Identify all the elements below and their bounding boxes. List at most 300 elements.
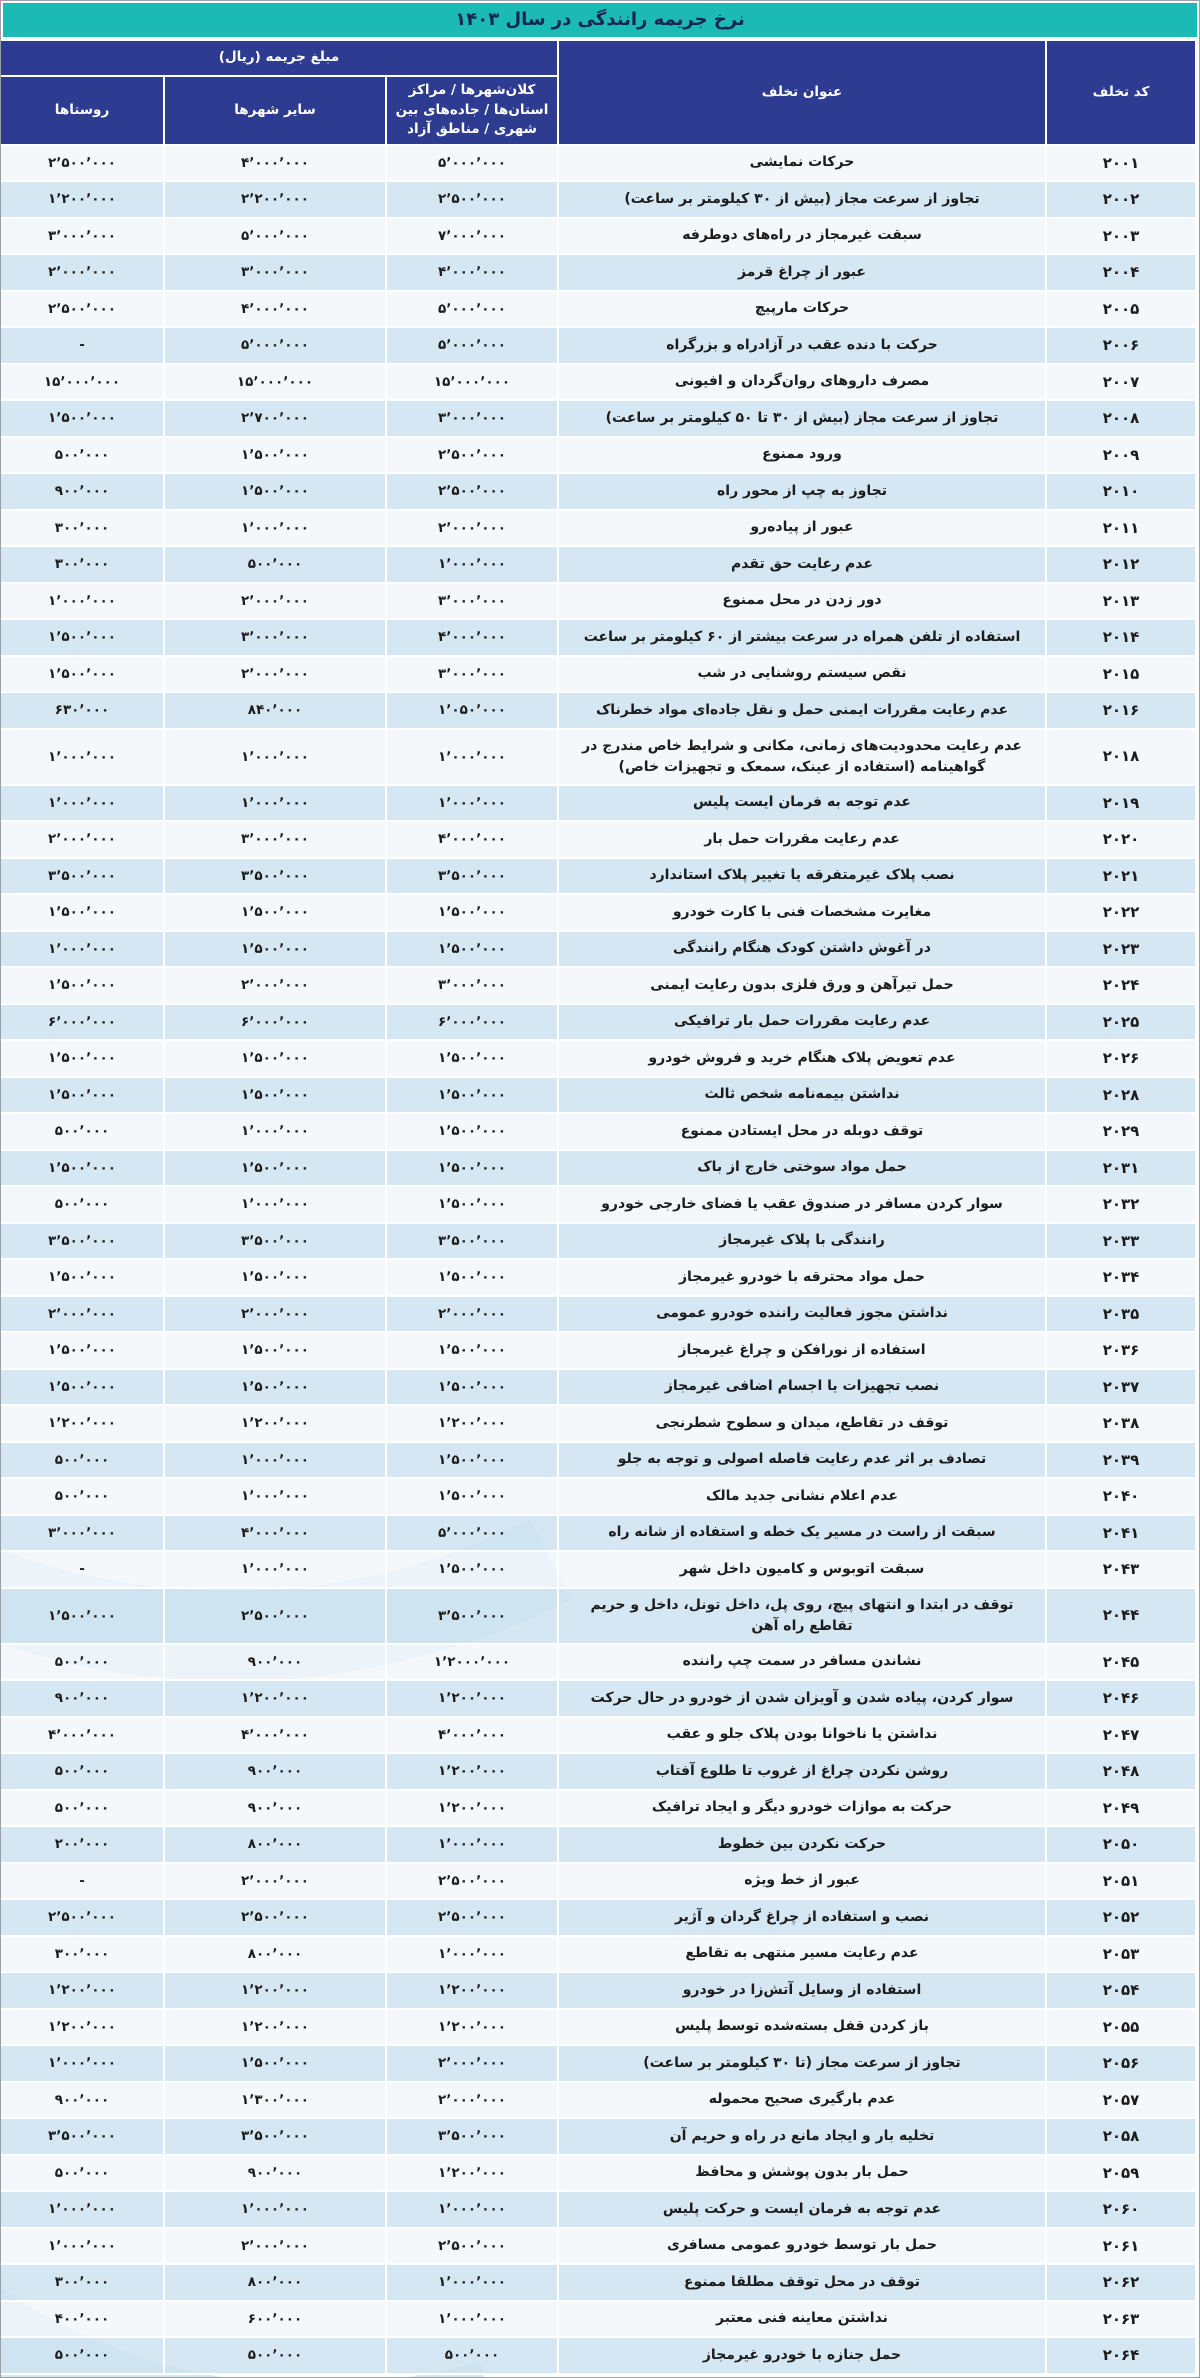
violation-code-cell: ۲۰۲۰ bbox=[1046, 821, 1196, 858]
violation-title-cell: عبور از پیاده‌رو bbox=[558, 510, 1046, 547]
violation-row bbox=[0, 1680, 1196, 1717]
fine-metro-cell: ۲٬۵۰۰٬۰۰۰ bbox=[386, 181, 558, 218]
violation-row bbox=[0, 858, 1196, 895]
violation-code-cell: ۲۰۶۳ bbox=[1046, 2301, 1196, 2338]
violation-row bbox=[0, 967, 1196, 1004]
fine-metro-cell: ۱٬۵۰۰٬۰۰۰ bbox=[386, 931, 558, 968]
violation-title-cell: حرکات مارپیچ bbox=[558, 291, 1046, 328]
violation-row bbox=[0, 1936, 1196, 1973]
violation-code-cell: ۲۰۱۵ bbox=[1046, 656, 1196, 693]
violation-row bbox=[0, 1588, 1196, 1644]
fine-villages-cell: ۱٬۰۰۰٬۰۰۰ bbox=[0, 785, 164, 822]
violation-row bbox=[0, 656, 1196, 693]
fine-villages-cell: ۲٬۰۰۰٬۰۰۰ bbox=[0, 821, 164, 858]
fine-metro-cell: ۱٬۰۰۰٬۰۰۰ bbox=[386, 1826, 558, 1863]
fine-metro-cell: ۵۰۰٬۰۰۰ bbox=[386, 2337, 558, 2374]
fine-metro-cell: ۱٬۲۰۰٬۰۰۰ bbox=[386, 1753, 558, 1790]
violation-code-cell: ۲۰۳۳ bbox=[1046, 1223, 1196, 1260]
fine-other-cities-cell: ۲٬۵۰۰٬۰۰۰ bbox=[164, 1899, 386, 1936]
fine-metro-cell: ۲٬۵۰۰٬۰۰۰ bbox=[386, 1863, 558, 1900]
violation-title-cell: استفاده از وسایل آتش‌زا در خودرو bbox=[558, 1972, 1046, 2009]
fine-other-cities-cell: ۱٬۰۰۰٬۰۰۰ bbox=[164, 1551, 386, 1588]
violation-title-cell: عبور از خط ویژه bbox=[558, 1863, 1046, 1900]
fine-other-cities-cell: ۱٬۰۰۰٬۰۰۰ bbox=[164, 1113, 386, 1150]
fine-metro-cell: ۱٬۵۰۰٬۰۰۰ bbox=[386, 1040, 558, 1077]
fine-metro-cell: ۱٬۵۰۰٬۰۰۰ bbox=[386, 1478, 558, 1515]
violation-code-cell: ۲۰۵۸ bbox=[1046, 2118, 1196, 2155]
fine-other-cities-cell: ۱۵٬۰۰۰٬۰۰۰ bbox=[164, 364, 386, 401]
violation-code-cell: ۲۰۰۷ bbox=[1046, 364, 1196, 401]
fine-villages-cell: ۲٬۵۰۰٬۰۰۰ bbox=[0, 145, 164, 182]
violation-row bbox=[0, 619, 1196, 656]
violation-title-cell: سوار کردن، پیاده شدن و آویزان شدن از خودرو در حال حرکت bbox=[558, 1680, 1046, 1717]
violation-title-cell: سوار کردن مسافر در صندوق عقب یا فضای خارجی خودرو bbox=[558, 1186, 1046, 1223]
fine-villages-cell: ۵۰۰٬۰۰۰ bbox=[0, 1790, 164, 1827]
fine-metro-cell: ۱٬۰۰۰٬۰۰۰ bbox=[386, 2264, 558, 2301]
violation-row bbox=[0, 1551, 1196, 1588]
fine-other-cities-cell: ۶٬۰۰۰٬۰۰۰ bbox=[164, 1004, 386, 1041]
violation-row bbox=[0, 1040, 1196, 1077]
fine-metro-cell: ۱٬۰۰۰٬۰۰۰ bbox=[386, 2301, 558, 2338]
violation-title-cell: عدم بارگیری صحیح محموله bbox=[558, 2082, 1046, 2119]
violation-title-cell: عدم توجه به فرمان ایست پلیس bbox=[558, 785, 1046, 822]
violation-code-cell: ۲۰۶۲ bbox=[1046, 2264, 1196, 2301]
violation-code-cell: ۲۰۲۹ bbox=[1046, 1113, 1196, 1150]
fine-metro-cell: ۱۵٬۰۰۰٬۰۰۰ bbox=[386, 364, 558, 401]
violation-row bbox=[0, 1826, 1196, 1863]
fine-other-cities-cell: ۲٬۰۰۰٬۰۰۰ bbox=[164, 583, 386, 620]
violation-code-cell: ۲۰۳۷ bbox=[1046, 1369, 1196, 1406]
fine-other-cities-cell: ۲٬۰۰۰٬۰۰۰ bbox=[164, 1863, 386, 1900]
violation-row bbox=[0, 692, 1196, 729]
fine-metro-cell: ۱٬۲۰۰٬۰۰۰ bbox=[386, 2155, 558, 2192]
page-title: نرخ جریمه رانندگی در سال ۱۴۰۳ bbox=[3, 3, 1197, 37]
violation-row bbox=[0, 1478, 1196, 1515]
violation-title-cell: در آغوش داشتن کودک هنگام رانندگی bbox=[558, 931, 1046, 968]
fine-metro-cell: ۲٬۰۰۰٬۰۰۰ bbox=[386, 1296, 558, 1333]
fine-villages-cell: ۳۰۰٬۰۰۰ bbox=[0, 2264, 164, 2301]
header-fine-amount-group: مبلغ جریمه (ریال) bbox=[0, 40, 558, 76]
violation-code-cell: ۲۰۰۳ bbox=[1046, 218, 1196, 255]
fine-other-cities-cell: ۱٬۲۰۰٬۰۰۰ bbox=[164, 1405, 386, 1442]
fine-villages-cell: ۳۰۰٬۰۰۰ bbox=[0, 546, 164, 583]
fine-other-cities-cell: ۳٬۵۰۰٬۰۰۰ bbox=[164, 2118, 386, 2155]
fine-metro-cell: ۱٬۰۰۰٬۰۰۰ bbox=[386, 1936, 558, 1973]
fine-other-cities-cell: ۱٬۵۰۰٬۰۰۰ bbox=[164, 1369, 386, 1406]
violation-row bbox=[0, 1150, 1196, 1187]
fine-metro-cell: ۱٬۲۰۰٬۰۰۰ bbox=[386, 2009, 558, 2046]
fine-villages-cell: ۶٬۰۰۰٬۰۰۰ bbox=[0, 1004, 164, 1041]
fine-villages-cell: ۴۰۰٬۰۰۰ bbox=[0, 2301, 164, 2338]
violation-title-cell: مغایرت مشخصات فنی با کارت خودرو bbox=[558, 894, 1046, 931]
violation-code-cell: ۲۰۴۴ bbox=[1046, 1588, 1196, 1644]
fine-villages-cell: ۱٬۵۰۰٬۰۰۰ bbox=[0, 619, 164, 656]
violation-code-cell: ۲۰۵۱ bbox=[1046, 1863, 1196, 1900]
fine-metro-cell: ۶٬۰۰۰٬۰۰۰ bbox=[386, 1004, 558, 1041]
fine-villages-cell: ۳٬۰۰۰٬۰۰۰ bbox=[0, 218, 164, 255]
violation-code-cell: ۲۰۵۵ bbox=[1046, 2009, 1196, 2046]
fine-other-cities-cell: ۴٬۰۰۰٬۰۰۰ bbox=[164, 1515, 386, 1552]
violation-title-cell: استفاده از نورافکن و چراغ غیرمجاز bbox=[558, 1332, 1046, 1369]
fine-metro-cell: ۲٬۰۰۰٬۰۰۰ bbox=[386, 510, 558, 547]
fine-other-cities-cell: ۱٬۵۰۰٬۰۰۰ bbox=[164, 1150, 386, 1187]
violation-title-cell: رانندگی با پلاک غیرمجاز bbox=[558, 1223, 1046, 1260]
violation-code-cell: ۲۰۶۴ bbox=[1046, 2337, 1196, 2374]
violation-code-cell: ۲۰۲۶ bbox=[1046, 1040, 1196, 1077]
fine-metro-cell: ۱٬۲۰۰٬۰۰۰ bbox=[386, 1790, 558, 1827]
violation-row bbox=[0, 2337, 1196, 2374]
fine-other-cities-cell: ۱٬۵۰۰٬۰۰۰ bbox=[164, 473, 386, 510]
fine-villages-cell: ۱٬۵۰۰٬۰۰۰ bbox=[0, 656, 164, 693]
violation-title-cell: روشن نکردن چراغ از غروب تا طلوع آفتاب bbox=[558, 1753, 1046, 1790]
violation-title-cell: حرکت با دنده عقب در آزادراه و بزرگراه bbox=[558, 327, 1046, 364]
fine-metro-cell: ۱٬۰۰۰٬۰۰۰ bbox=[386, 785, 558, 822]
violation-code-cell: ۲۰۵۶ bbox=[1046, 2045, 1196, 2082]
fine-other-cities-cell: ۱٬۵۰۰٬۰۰۰ bbox=[164, 1040, 386, 1077]
fine-other-cities-cell: ۱٬۵۰۰٬۰۰۰ bbox=[164, 1332, 386, 1369]
fine-villages-cell: ۵۰۰٬۰۰۰ bbox=[0, 1113, 164, 1150]
violation-row bbox=[0, 2301, 1196, 2338]
fine-metro-cell: ۱٬۲۰۰٬۰۰۰ bbox=[386, 1972, 558, 2009]
fine-metro-cell: ۱٬۰۵۰٬۰۰۰ bbox=[386, 692, 558, 729]
violation-row bbox=[0, 2045, 1196, 2082]
violation-row bbox=[0, 1004, 1196, 1041]
fine-metro-cell: ۱٬۵۰۰٬۰۰۰ bbox=[386, 894, 558, 931]
fine-other-cities-cell: ۵۰۰٬۰۰۰ bbox=[164, 2337, 386, 2374]
fine-metro-cell: ۳٬۰۰۰٬۰۰۰ bbox=[386, 967, 558, 1004]
fine-metro-cell: ۲٬۰۰۰٬۰۰۰ bbox=[386, 2045, 558, 2082]
header-metro-roads: کلان‌شهرها / مراکز استان‌ها / جاده‌های بین شهری / مناطق آزاد bbox=[386, 76, 558, 145]
fine-metro-cell: ۳٬۰۰۰٬۰۰۰ bbox=[386, 583, 558, 620]
fine-villages-cell: ۱٬۵۰۰٬۰۰۰ bbox=[0, 1077, 164, 1114]
violation-title-cell: ورود ممنوع bbox=[558, 437, 1046, 474]
violation-code-cell: ۲۰۵۳ bbox=[1046, 1936, 1196, 1973]
fine-other-cities-cell: ۴٬۰۰۰٬۰۰۰ bbox=[164, 145, 386, 182]
fine-metro-cell: ۲٬۵۰۰٬۰۰۰ bbox=[386, 2228, 558, 2265]
violation-row bbox=[0, 1369, 1196, 1406]
fine-other-cities-cell: ۱٬۰۰۰٬۰۰۰ bbox=[164, 1442, 386, 1479]
fine-metro-cell: ۲٬۵۰۰٬۰۰۰ bbox=[386, 1899, 558, 1936]
fine-other-cities-cell: ۵۰۰٬۰۰۰ bbox=[164, 546, 386, 583]
fine-other-cities-cell: ۵٬۰۰۰٬۰۰۰ bbox=[164, 218, 386, 255]
violation-code-cell: ۲۰۱۹ bbox=[1046, 785, 1196, 822]
fine-metro-cell: ۱٬۲۰۰۰٬۰۰۰ bbox=[386, 1644, 558, 1681]
violation-title-cell: نصب تجهیزات یا اجسام اضافی غیرمجاز bbox=[558, 1369, 1046, 1406]
violation-code-cell: ۲۰۲۴ bbox=[1046, 967, 1196, 1004]
fine-villages-cell: ۱٬۰۰۰٬۰۰۰ bbox=[0, 2228, 164, 2265]
violation-title-cell: عدم رعایت مقررات حمل بار bbox=[558, 821, 1046, 858]
fine-metro-cell: ۱٬۵۰۰٬۰۰۰ bbox=[386, 1551, 558, 1588]
violation-title-cell: حمل بار توسط خودرو عمومی مسافری bbox=[558, 2228, 1046, 2265]
violation-code-cell: ۲۰۰۵ bbox=[1046, 291, 1196, 328]
fine-villages-cell: ۱٬۰۰۰٬۰۰۰ bbox=[0, 729, 164, 785]
fine-villages-cell: ۱٬۵۰۰٬۰۰۰ bbox=[0, 1259, 164, 1296]
fine-villages-cell: ۵۰۰٬۰۰۰ bbox=[0, 1186, 164, 1223]
violation-row bbox=[0, 364, 1196, 401]
violation-row bbox=[0, 894, 1196, 931]
fine-metro-cell: ۳٬۰۰۰٬۰۰۰ bbox=[386, 656, 558, 693]
violation-title-cell: سبقت غیرمجاز در راه‌های دوطرفه bbox=[558, 218, 1046, 255]
violation-code-cell: ۲۰۵۹ bbox=[1046, 2155, 1196, 2192]
violation-code-cell: ۲۰۳۱ bbox=[1046, 1150, 1196, 1187]
fine-other-cities-cell: ۸۰۰٬۰۰۰ bbox=[164, 1826, 386, 1863]
fine-villages-cell: ۳٬۵۰۰٬۰۰۰ bbox=[0, 858, 164, 895]
fine-other-cities-cell: ۹۰۰٬۰۰۰ bbox=[164, 1790, 386, 1827]
fine-villages-cell: ۱٬۵۰۰٬۰۰۰ bbox=[0, 1588, 164, 1644]
fine-villages-cell: ۱٬۵۰۰٬۰۰۰ bbox=[0, 1369, 164, 1406]
violation-title-cell: تخلیه بار و ایجاد مانع در راه و حریم آن bbox=[558, 2118, 1046, 2155]
fine-metro-cell: ۱٬۵۰۰٬۰۰۰ bbox=[386, 1186, 558, 1223]
fine-metro-cell: ۴٬۰۰۰٬۰۰۰ bbox=[386, 619, 558, 656]
fine-villages-cell: ۲٬۰۰۰٬۰۰۰ bbox=[0, 254, 164, 291]
fine-metro-cell: ۱٬۵۰۰٬۰۰۰ bbox=[386, 1442, 558, 1479]
violation-code-cell: ۲۰۲۲ bbox=[1046, 894, 1196, 931]
fine-villages-cell: - bbox=[0, 1551, 164, 1588]
fine-metro-cell: ۱٬۲۰۰٬۰۰۰ bbox=[386, 1680, 558, 1717]
violation-code-cell: ۲۰۴۰ bbox=[1046, 1478, 1196, 1515]
violation-code-cell: ۲۰۱۰ bbox=[1046, 473, 1196, 510]
fine-villages-cell: ۲٬۰۰۰٬۰۰۰ bbox=[0, 1296, 164, 1333]
violation-row bbox=[0, 291, 1196, 328]
violation-row bbox=[0, 1515, 1196, 1552]
fines-table bbox=[0, 39, 1197, 2375]
fine-villages-cell: - bbox=[0, 327, 164, 364]
violation-row bbox=[0, 729, 1196, 785]
violation-title-cell: حرکت نکردن بین خطوط bbox=[558, 1826, 1046, 1863]
fine-villages-cell: ۵۰۰٬۰۰۰ bbox=[0, 1442, 164, 1479]
fine-metro-cell: ۳٬۵۰۰٬۰۰۰ bbox=[386, 1588, 558, 1644]
fine-other-cities-cell: ۱٬۵۰۰٬۰۰۰ bbox=[164, 2045, 386, 2082]
violation-code-cell: ۲۰۱۶ bbox=[1046, 692, 1196, 729]
fine-villages-cell: ۱٬۵۰۰٬۰۰۰ bbox=[0, 1332, 164, 1369]
violation-row bbox=[0, 1753, 1196, 1790]
violation-title-cell: عدم توجه به فرمان ایست و حرکت پلیس bbox=[558, 2191, 1046, 2228]
violation-title-cell: نشاندن مسافر در سمت چپ راننده bbox=[558, 1644, 1046, 1681]
violation-code-cell: ۲۰۵۷ bbox=[1046, 2082, 1196, 2119]
violation-row bbox=[0, 931, 1196, 968]
violation-code-cell: ۲۰۳۹ bbox=[1046, 1442, 1196, 1479]
fine-villages-cell: ۹۰۰٬۰۰۰ bbox=[0, 473, 164, 510]
violation-row bbox=[0, 821, 1196, 858]
violation-code-cell: ۲۰۲۸ bbox=[1046, 1077, 1196, 1114]
violation-code-cell: ۲۰۴۶ bbox=[1046, 1680, 1196, 1717]
fine-other-cities-cell: ۳٬۰۰۰٬۰۰۰ bbox=[164, 619, 386, 656]
violation-code-cell: ۲۰۳۵ bbox=[1046, 1296, 1196, 1333]
violation-row bbox=[0, 2082, 1196, 2119]
violation-code-cell: ۲۰۰۶ bbox=[1046, 327, 1196, 364]
fine-villages-cell: ۱٬۰۰۰٬۰۰۰ bbox=[0, 583, 164, 620]
fine-other-cities-cell: ۴٬۰۰۰٬۰۰۰ bbox=[164, 1717, 386, 1754]
fine-villages-cell: ۱٬۵۰۰٬۰۰۰ bbox=[0, 894, 164, 931]
violation-row bbox=[0, 145, 1196, 182]
fine-other-cities-cell: ۳٬۵۰۰٬۰۰۰ bbox=[164, 858, 386, 895]
fine-villages-cell: ۳٬۵۰۰٬۰۰۰ bbox=[0, 1223, 164, 1260]
violation-code-cell: ۲۰۵۴ bbox=[1046, 1972, 1196, 2009]
fine-other-cities-cell: ۳٬۰۰۰٬۰۰۰ bbox=[164, 254, 386, 291]
header-violation-code: کد تخلف bbox=[1046, 40, 1196, 145]
fine-other-cities-cell: ۵٬۰۰۰٬۰۰۰ bbox=[164, 327, 386, 364]
fine-other-cities-cell: ۲٬۷۰۰٬۰۰۰ bbox=[164, 400, 386, 437]
fine-villages-cell: ۱٬۲۰۰٬۰۰۰ bbox=[0, 2009, 164, 2046]
violation-code-cell: ۲۰۱۱ bbox=[1046, 510, 1196, 547]
violation-code-cell: ۲۰۵۲ bbox=[1046, 1899, 1196, 1936]
violation-title-cell: عدم رعایت حق تقدم bbox=[558, 546, 1046, 583]
violation-row bbox=[0, 1186, 1196, 1223]
fine-villages-cell: - bbox=[0, 1863, 164, 1900]
violation-row bbox=[0, 510, 1196, 547]
violation-row bbox=[0, 2118, 1196, 2155]
fine-metro-cell: ۲٬۰۰۰٬۰۰۰ bbox=[386, 2082, 558, 2119]
fine-other-cities-cell: ۱٬۰۰۰٬۰۰۰ bbox=[164, 510, 386, 547]
fine-metro-cell: ۱٬۰۰۰٬۰۰۰ bbox=[386, 729, 558, 785]
violation-title-cell: حرکت به موازات خودرو دیگر و ایجاد ترافیک bbox=[558, 1790, 1046, 1827]
violation-code-cell: ۲۰۲۳ bbox=[1046, 931, 1196, 968]
fine-other-cities-cell: ۱٬۳۰۰٬۰۰۰ bbox=[164, 2082, 386, 2119]
violation-code-cell: ۲۰۴۳ bbox=[1046, 1551, 1196, 1588]
fine-villages-cell: ۱٬۵۰۰٬۰۰۰ bbox=[0, 400, 164, 437]
fine-villages-cell: ۲٬۵۰۰٬۰۰۰ bbox=[0, 1899, 164, 1936]
violation-row bbox=[0, 437, 1196, 474]
fine-villages-cell: ۱٬۲۰۰٬۰۰۰ bbox=[0, 181, 164, 218]
fine-villages-cell: ۱٬۵۰۰٬۰۰۰ bbox=[0, 1040, 164, 1077]
fine-metro-cell: ۲٬۵۰۰٬۰۰۰ bbox=[386, 473, 558, 510]
violation-code-cell: ۲۰۴۱ bbox=[1046, 1515, 1196, 1552]
violation-title-cell: نداشتن بیمه‌نامه شخص ثالث bbox=[558, 1077, 1046, 1114]
violation-title-cell: توقف در ابتدا و انتهای پیچ، روی پل، داخل تونل، داخل و حریم تقاطع راه آهن bbox=[558, 1588, 1046, 1644]
fine-other-cities-cell: ۱٬۲۰۰٬۰۰۰ bbox=[164, 1680, 386, 1717]
violation-title-cell: عدم رعایت محدودیت‌های زمانی، مکانی و شرایط خاص مندرج در گواهینامه (استفاده از عینک، سمعک و تجهیزات خاص) bbox=[558, 729, 1046, 785]
fine-villages-cell: ۳۰۰٬۰۰۰ bbox=[0, 1936, 164, 1973]
violation-code-cell: ۲۰۰۱ bbox=[1046, 145, 1196, 182]
violation-code-cell: ۲۰۲۵ bbox=[1046, 1004, 1196, 1041]
violation-title-cell: تجاوز از سرعت مجاز (بیش از ۳۰ کیلومتر بر ساعت) bbox=[558, 181, 1046, 218]
violation-row bbox=[0, 546, 1196, 583]
fine-metro-cell: ۴٬۰۰۰٬۰۰۰ bbox=[386, 254, 558, 291]
violation-code-cell: ۲۰۲۱ bbox=[1046, 858, 1196, 895]
violation-title-cell: تصادف بر اثر عدم رعایت فاصله اصولی و توجه به جلو bbox=[558, 1442, 1046, 1479]
violation-code-cell: ۲۰۳۲ bbox=[1046, 1186, 1196, 1223]
violation-title-cell: عدم تعویض پلاک هنگام خرید و فروش خودرو bbox=[558, 1040, 1046, 1077]
fine-metro-cell: ۱٬۰۰۰٬۰۰۰ bbox=[386, 2191, 558, 2228]
fine-villages-cell: ۱٬۰۰۰٬۰۰۰ bbox=[0, 2191, 164, 2228]
violation-code-cell: ۲۰۱۴ bbox=[1046, 619, 1196, 656]
fine-metro-cell: ۱٬۵۰۰٬۰۰۰ bbox=[386, 1332, 558, 1369]
fine-villages-cell: ۱٬۰۰۰٬۰۰۰ bbox=[0, 2045, 164, 2082]
fine-villages-cell: ۳٬۵۰۰٬۰۰۰ bbox=[0, 2118, 164, 2155]
violation-title-cell: نقص سیستم روشنایی در شب bbox=[558, 656, 1046, 693]
fine-villages-cell: ۵۰۰٬۰۰۰ bbox=[0, 2337, 164, 2374]
fine-metro-cell: ۵٬۰۰۰٬۰۰۰ bbox=[386, 291, 558, 328]
fines-table-header bbox=[0, 40, 1196, 145]
violation-code-cell: ۲۰۴۸ bbox=[1046, 1753, 1196, 1790]
violation-row bbox=[0, 473, 1196, 510]
violation-code-cell: ۲۰۳۸ bbox=[1046, 1405, 1196, 1442]
violation-code-cell: ۲۰۰۲ bbox=[1046, 181, 1196, 218]
violation-row bbox=[0, 1972, 1196, 2009]
fine-villages-cell: ۵۰۰٬۰۰۰ bbox=[0, 437, 164, 474]
fine-other-cities-cell: ۲٬۵۰۰٬۰۰۰ bbox=[164, 1588, 386, 1644]
violation-title-cell: نداشتن یا ناخوانا بودن پلاک جلو و عقب bbox=[558, 1717, 1046, 1754]
violation-title-cell: توقف در محل توقف مطلقا ممنوع bbox=[558, 2264, 1046, 2301]
violation-row bbox=[0, 2155, 1196, 2192]
fine-other-cities-cell: ۲٬۰۰۰٬۰۰۰ bbox=[164, 1296, 386, 1333]
violation-code-cell: ۲۰۴۹ bbox=[1046, 1790, 1196, 1827]
fine-other-cities-cell: ۲٬۰۰۰٬۰۰۰ bbox=[164, 967, 386, 1004]
violation-row bbox=[0, 254, 1196, 291]
fine-villages-cell: ۵۰۰٬۰۰۰ bbox=[0, 1478, 164, 1515]
fine-villages-cell: ۲٬۵۰۰٬۰۰۰ bbox=[0, 291, 164, 328]
fine-metro-cell: ۴٬۰۰۰٬۰۰۰ bbox=[386, 1717, 558, 1754]
violation-title-cell: سبقت از راست در مسیر یک خطه و استفاده از شانه راه bbox=[558, 1515, 1046, 1552]
violation-title-cell: سبقت اتوبوس و کامیون داخل شهر bbox=[558, 1551, 1046, 1588]
fine-villages-cell: ۱٬۲۰۰٬۰۰۰ bbox=[0, 1405, 164, 1442]
violation-code-cell: ۲۰۰۴ bbox=[1046, 254, 1196, 291]
violation-row bbox=[0, 785, 1196, 822]
violation-title-cell: عدم رعایت مقررات ایمنی حمل و نقل جاده‌ای مواد خطرناک bbox=[558, 692, 1046, 729]
violation-title-cell: دور زدن در محل ممنوع bbox=[558, 583, 1046, 620]
fine-other-cities-cell: ۹۰۰٬۰۰۰ bbox=[164, 1644, 386, 1681]
fine-villages-cell: ۳٬۰۰۰٬۰۰۰ bbox=[0, 1515, 164, 1552]
fine-villages-cell: ۱٬۵۰۰٬۰۰۰ bbox=[0, 1150, 164, 1187]
fine-metro-cell: ۵٬۰۰۰٬۰۰۰ bbox=[386, 1515, 558, 1552]
fine-other-cities-cell: ۳٬۰۰۰٬۰۰۰ bbox=[164, 821, 386, 858]
violation-title-cell: عدم اعلام نشانی جدید مالک bbox=[558, 1478, 1046, 1515]
violation-row bbox=[0, 1077, 1196, 1114]
violation-row bbox=[0, 583, 1196, 620]
violation-row bbox=[0, 2009, 1196, 2046]
fine-villages-cell: ۱٬۲۰۰٬۰۰۰ bbox=[0, 1972, 164, 2009]
violation-row bbox=[0, 1717, 1196, 1754]
fine-villages-cell: ۹۰۰٬۰۰۰ bbox=[0, 1680, 164, 1717]
fine-other-cities-cell: ۱٬۲۰۰٬۰۰۰ bbox=[164, 2009, 386, 2046]
header-violation-title: عنوان تخلف bbox=[558, 40, 1046, 145]
violation-row bbox=[0, 1899, 1196, 1936]
fine-metro-cell: ۱٬۵۰۰٬۰۰۰ bbox=[386, 1113, 558, 1150]
violation-row bbox=[0, 218, 1196, 255]
fine-metro-cell: ۵٬۰۰۰٬۰۰۰ bbox=[386, 327, 558, 364]
fine-other-cities-cell: ۲٬۰۰۰٬۰۰۰ bbox=[164, 2228, 386, 2265]
violation-code-cell: ۲۰۱۸ bbox=[1046, 729, 1196, 785]
fine-other-cities-cell: ۱٬۵۰۰٬۰۰۰ bbox=[164, 894, 386, 931]
violation-row bbox=[0, 1113, 1196, 1150]
fine-metro-cell: ۳٬۵۰۰٬۰۰۰ bbox=[386, 2118, 558, 2155]
violation-row bbox=[0, 1863, 1196, 1900]
violation-code-cell: ۲۰۳۶ bbox=[1046, 1332, 1196, 1369]
violation-code-cell: ۲۰۰۹ bbox=[1046, 437, 1196, 474]
violation-row bbox=[0, 2191, 1196, 2228]
fine-other-cities-cell: ۸۰۰٬۰۰۰ bbox=[164, 2264, 386, 2301]
fine-other-cities-cell: ۱٬۰۰۰٬۰۰۰ bbox=[164, 1478, 386, 1515]
violation-row bbox=[0, 1296, 1196, 1333]
fine-villages-cell: ۱٬۰۰۰٬۰۰۰ bbox=[0, 931, 164, 968]
violation-title-cell: عبور از چراغ قرمز bbox=[558, 254, 1046, 291]
violation-title-cell: حمل جنازه با خودرو غیرمجاز bbox=[558, 2337, 1046, 2374]
fine-metro-cell: ۴٬۰۰۰٬۰۰۰ bbox=[386, 821, 558, 858]
violation-title-cell: مصرف داروهای روان‌گردان و افیونی bbox=[558, 364, 1046, 401]
fine-other-cities-cell: ۴٬۰۰۰٬۰۰۰ bbox=[164, 291, 386, 328]
violation-code-cell: ۲۰۱۳ bbox=[1046, 583, 1196, 620]
violation-title-cell: تجاوز از سرعت مجاز (بیش از ۳۰ تا ۵۰ کیلومتر بر ساعت) bbox=[558, 400, 1046, 437]
violation-code-cell: ۲۰۶۰ bbox=[1046, 2191, 1196, 2228]
fine-other-cities-cell: ۱٬۰۰۰٬۰۰۰ bbox=[164, 2191, 386, 2228]
violation-row bbox=[0, 181, 1196, 218]
violation-row bbox=[0, 1790, 1196, 1827]
fine-other-cities-cell: ۱٬۰۰۰٬۰۰۰ bbox=[164, 785, 386, 822]
violation-title-cell: توقف در تقاطع، میدان و سطوح شطرنجی bbox=[558, 1405, 1046, 1442]
violation-row bbox=[0, 2264, 1196, 2301]
violation-title-cell: تجاوز از سرعت مجاز (تا ۳۰ کیلومتر بر ساعت) bbox=[558, 2045, 1046, 2082]
fine-other-cities-cell: ۱٬۵۰۰٬۰۰۰ bbox=[164, 437, 386, 474]
